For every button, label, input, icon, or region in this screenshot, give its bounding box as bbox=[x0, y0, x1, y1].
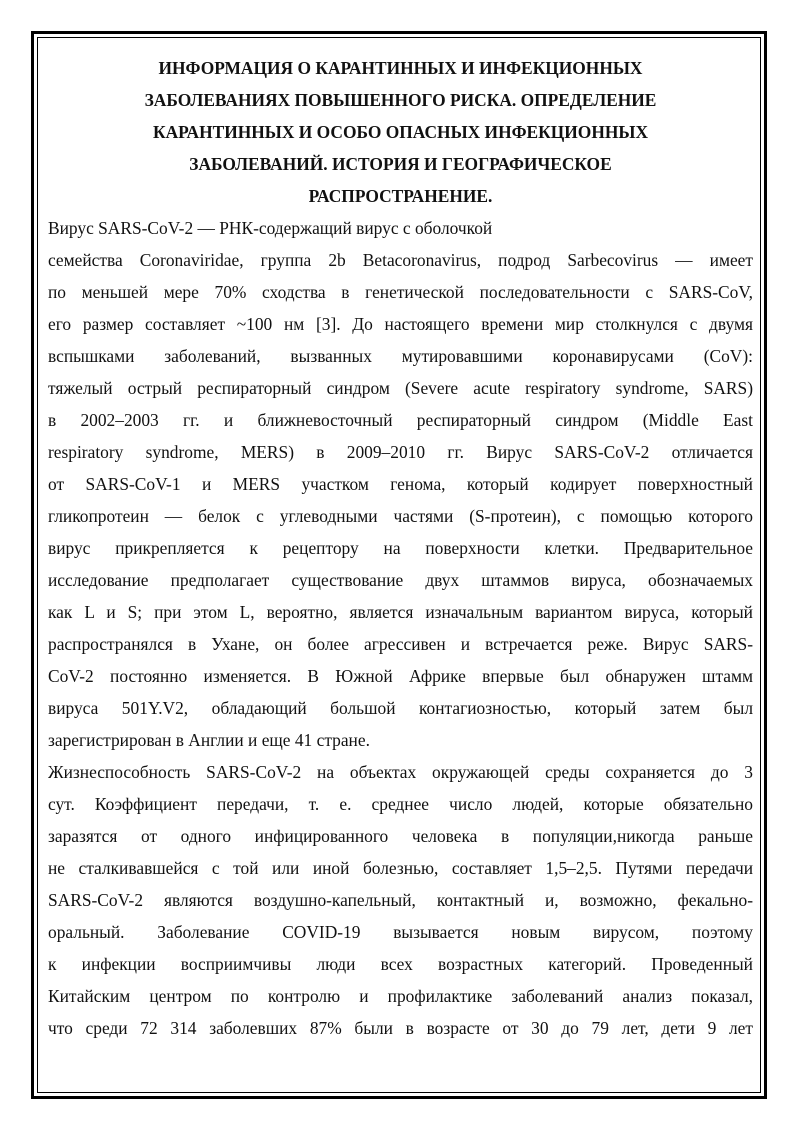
text-line: CoV-2 постоянно изменяется. В Южной Африке впервые был обнаружен штамм bbox=[48, 666, 753, 686]
title-line: ИНФОРМАЦИЯ О КАРАНТИННЫХ И ИНФЕКЦИОННЫХ bbox=[158, 58, 643, 78]
text-line: respiratory syndrome, MERS) в 2009–2010 гг. Вирус SARS-CoV-2 отличается bbox=[48, 442, 753, 462]
text-line: не сталкивавшейся с той или иной болезнью, составляет 1,5–2,5. Путями передачи bbox=[48, 858, 753, 878]
text-line: Жизнеспособность SARS-CoV-2 на объектах окружающей среды сохраняется до 3 bbox=[48, 762, 753, 782]
text-line: оральный. Заболевание COVID-19 вызывается новым вирусом, поэтому bbox=[48, 922, 753, 942]
text-line: SARS-CoV-2 являются воздушно-капельный, контактный и, возможно, фекально- bbox=[48, 890, 753, 910]
title-line: ЗАБОЛЕВАНИЙ. ИСТОРИЯ И ГЕОГРАФИЧЕСКОЕ bbox=[189, 154, 612, 174]
text-line: Вирус SARS-CoV-2 — РНК-содержащий вирус с оболочкой bbox=[48, 218, 493, 238]
title-line: ЗАБОЛЕВАНИЯХ ПОВЫШЕННОГО РИСКА. ОПРЕДЕЛЕНИЕ bbox=[144, 90, 657, 110]
text-line: сут. Коэффициент передачи, т. е. среднее число людей, которые обязательно bbox=[48, 794, 753, 814]
text-line: Китайским центром по контролю и профилактике заболеваний анализ показал, bbox=[48, 986, 753, 1006]
text-line: исследование предполагает существование двух штаммов вируса, обозначаемых bbox=[48, 570, 753, 590]
text-line: заразятся от одного инфицированного человека в популяции,никогда раньше bbox=[48, 826, 753, 846]
text-line: как L и S; при этом L, вероятно, является изначальным вариантом вируса, который bbox=[48, 602, 753, 622]
text-line: в 2002–2003 гг. и ближневосточный респираторный синдром (Middle East bbox=[48, 410, 753, 430]
document-content bbox=[48, 52, 753, 1044]
document-title bbox=[48, 52, 753, 212]
text-line: зарегистрирован в Англии и еще 41 стране. bbox=[48, 730, 370, 750]
paragraph-transmission bbox=[48, 756, 753, 1044]
text-line: что среди 72 314 заболевших 87% были в возрасте от 30 до 79 лет, дети 9 лет bbox=[48, 1018, 753, 1038]
text-line: тяжелый острый респираторный синдром (Severe acute respiratory syndrome, SARS) bbox=[48, 378, 753, 398]
text-line: вируса 501Y.V2, обладающий большой контагиозностью, который затем был bbox=[48, 698, 753, 718]
text-line: по меньшей мере 70% сходства в генетической последовательности с SARS-CoV, bbox=[48, 282, 753, 302]
text-line: семейства Coronaviridae, группа 2b Betacoronavirus, подрод Sarbecovirus — имеет bbox=[48, 250, 753, 270]
text-line: к инфекции восприимчивы люди всех возрастных категорий. Проведенный bbox=[48, 954, 753, 974]
text-line: вспышками заболеваний, вызванных мутировавшими коронавирусами (CoV): bbox=[48, 346, 753, 366]
text-line: от SARS-CoV-1 и MERS участком генома, который кодирует поверхностный bbox=[48, 474, 753, 494]
text-line: вирус прикрепляется к рецептору на поверхности клетки. Предварительное bbox=[48, 538, 753, 558]
text-line: гликопротеин — белок с углеводными частями (S-протеин), с помощью которого bbox=[48, 506, 753, 526]
text-line: распространялся в Ухане, он более агрессивен и встречается реже. Вирус SARS- bbox=[48, 634, 753, 654]
title-line: КАРАНТИННЫХ И ОСОБО ОПАСНЫХ ИНФЕКЦИОННЫХ bbox=[152, 122, 649, 142]
text-line: его размер составляет ~100 нм [3]. До настоящего времени мир столкнулся с двумя bbox=[48, 314, 753, 334]
title-line: РАСПРОСТРАНЕНИЕ. bbox=[308, 186, 493, 206]
paragraph-virus-description bbox=[48, 212, 753, 756]
